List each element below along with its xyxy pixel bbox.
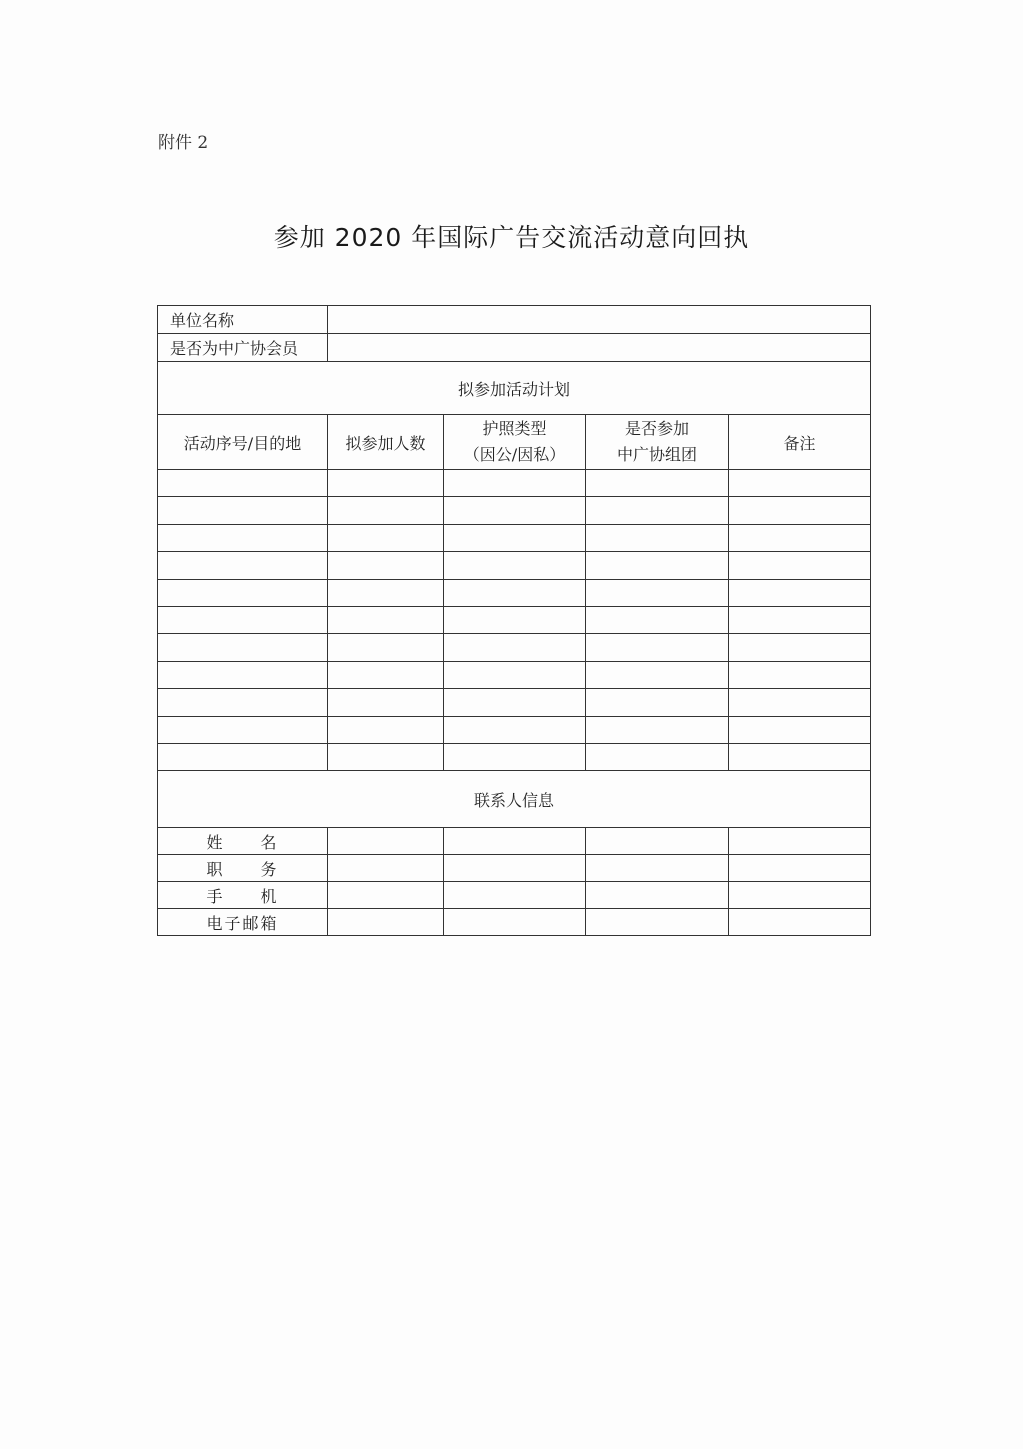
plan-cell[interactable]	[729, 689, 871, 716]
plan-cell[interactable]	[729, 524, 871, 551]
plan-cell[interactable]	[158, 716, 328, 743]
plan-cell[interactable]	[586, 606, 729, 633]
plan-cell[interactable]	[444, 552, 586, 579]
member-row	[158, 334, 871, 362]
plan-cell[interactable]	[729, 716, 871, 743]
contact-cell[interactable]	[444, 909, 586, 936]
plan-cell[interactable]	[444, 716, 586, 743]
contact-row-phone	[158, 882, 871, 909]
plan-row	[158, 497, 871, 524]
contact-phone-label: 手 机	[158, 882, 328, 909]
plan-cell[interactable]	[328, 689, 444, 716]
contact-cell[interactable]	[328, 909, 444, 936]
page-title: 参加 2020 年国际广告交流活动意向回执	[273, 223, 750, 252]
plan-cell[interactable]	[158, 579, 328, 606]
col-join-header	[586, 415, 729, 470]
plan-cell[interactable]	[729, 579, 871, 606]
plan-cell[interactable]	[158, 524, 328, 551]
plan-cell[interactable]	[444, 606, 586, 633]
plan-cell[interactable]	[444, 634, 586, 661]
plan-cell[interactable]	[586, 716, 729, 743]
plan-cell[interactable]	[158, 470, 328, 497]
contact-cell[interactable]	[328, 855, 444, 882]
contact-row-email	[158, 909, 871, 936]
contact-cell[interactable]	[444, 855, 586, 882]
attachment-label: 附件 2	[158, 133, 209, 153]
contact-cell[interactable]	[586, 882, 729, 909]
plan-cell[interactable]	[729, 497, 871, 524]
member-label: 是否为中广协会员	[158, 334, 328, 362]
plan-cell[interactable]	[444, 524, 586, 551]
plan-cell[interactable]	[328, 661, 444, 688]
plan-row	[158, 634, 871, 661]
member-field[interactable]	[328, 334, 871, 362]
plan-cell[interactable]	[586, 470, 729, 497]
plan-cell[interactable]	[586, 689, 729, 716]
contact-cell[interactable]	[328, 882, 444, 909]
col-passport-header	[444, 415, 586, 470]
plan-cell[interactable]	[586, 579, 729, 606]
col-passport-line2: （因公/因私）	[463, 445, 566, 464]
plan-row	[158, 606, 871, 633]
col-join-line1: 是否参加	[624, 419, 689, 438]
col-passport-line1: 护照类型	[482, 419, 547, 438]
contact-section-title: 联系人信息	[158, 771, 871, 828]
unit-name-field[interactable]	[328, 306, 871, 334]
unit-name-row	[158, 306, 871, 334]
contact-cell[interactable]	[586, 828, 729, 855]
contact-position-label: 职 务	[158, 855, 328, 882]
plan-cell[interactable]	[328, 470, 444, 497]
plan-cell[interactable]	[444, 743, 586, 770]
contact-cell[interactable]	[444, 882, 586, 909]
col-activity-header: 活动序号/目的地	[158, 415, 328, 470]
plan-cell[interactable]	[729, 552, 871, 579]
plan-cell[interactable]	[444, 470, 586, 497]
plan-cell[interactable]	[158, 689, 328, 716]
plan-cell[interactable]	[586, 661, 729, 688]
contact-cell[interactable]	[729, 882, 871, 909]
contact-row-position	[158, 855, 871, 882]
plan-cell[interactable]	[328, 743, 444, 770]
plan-section-row	[158, 362, 871, 415]
contact-email-label: 电子邮箱	[158, 909, 328, 936]
contact-cell[interactable]	[586, 909, 729, 936]
plan-header-row	[158, 415, 871, 470]
col-people-header: 拟参加人数	[328, 415, 444, 470]
plan-row	[158, 524, 871, 551]
plan-cell[interactable]	[158, 634, 328, 661]
contact-cell[interactable]	[729, 909, 871, 936]
col-remarks-header: 备注	[729, 415, 871, 470]
plan-section-title: 拟参加活动计划	[158, 362, 871, 415]
plan-cell[interactable]	[586, 634, 729, 661]
plan-cell[interactable]	[444, 689, 586, 716]
plan-cell[interactable]	[444, 497, 586, 524]
plan-cell[interactable]	[586, 552, 729, 579]
plan-cell[interactable]	[586, 524, 729, 551]
plan-row	[158, 743, 871, 770]
contact-cell[interactable]	[444, 828, 586, 855]
plan-row	[158, 661, 871, 688]
plan-cell[interactable]	[328, 716, 444, 743]
contact-cell[interactable]	[729, 828, 871, 855]
plan-cell[interactable]	[328, 579, 444, 606]
plan-cell[interactable]	[729, 634, 871, 661]
plan-cell[interactable]	[158, 661, 328, 688]
plan-cell[interactable]	[729, 606, 871, 633]
plan-cell[interactable]	[729, 661, 871, 688]
plan-cell[interactable]	[328, 606, 444, 633]
plan-cell[interactable]	[158, 606, 328, 633]
plan-cell[interactable]	[158, 552, 328, 579]
plan-cell[interactable]	[328, 524, 444, 551]
contact-cell[interactable]	[729, 855, 871, 882]
plan-cell[interactable]	[444, 579, 586, 606]
plan-cell[interactable]	[328, 552, 444, 579]
plan-cell[interactable]	[586, 497, 729, 524]
col-join-line2: 中广协组团	[616, 445, 697, 464]
plan-cell[interactable]	[729, 743, 871, 770]
plan-row	[158, 689, 871, 716]
plan-row	[158, 716, 871, 743]
plan-row	[158, 552, 871, 579]
unit-name-label: 单位名称	[158, 306, 328, 334]
plan-row	[158, 470, 871, 497]
contact-name-label: 姓 名	[158, 828, 328, 855]
plan-cell[interactable]	[586, 743, 729, 770]
contact-cell[interactable]	[328, 828, 444, 855]
plan-cell[interactable]	[158, 497, 328, 524]
plan-cell[interactable]	[158, 743, 328, 770]
plan-cell[interactable]	[729, 470, 871, 497]
contact-cell[interactable]	[586, 855, 729, 882]
plan-cell[interactable]	[328, 497, 444, 524]
contact-section-row	[158, 771, 871, 828]
plan-cell[interactable]	[444, 661, 586, 688]
contact-row-name	[158, 828, 871, 855]
plan-cell[interactable]	[328, 634, 444, 661]
plan-row	[158, 579, 871, 606]
reply-form-table	[157, 305, 871, 936]
